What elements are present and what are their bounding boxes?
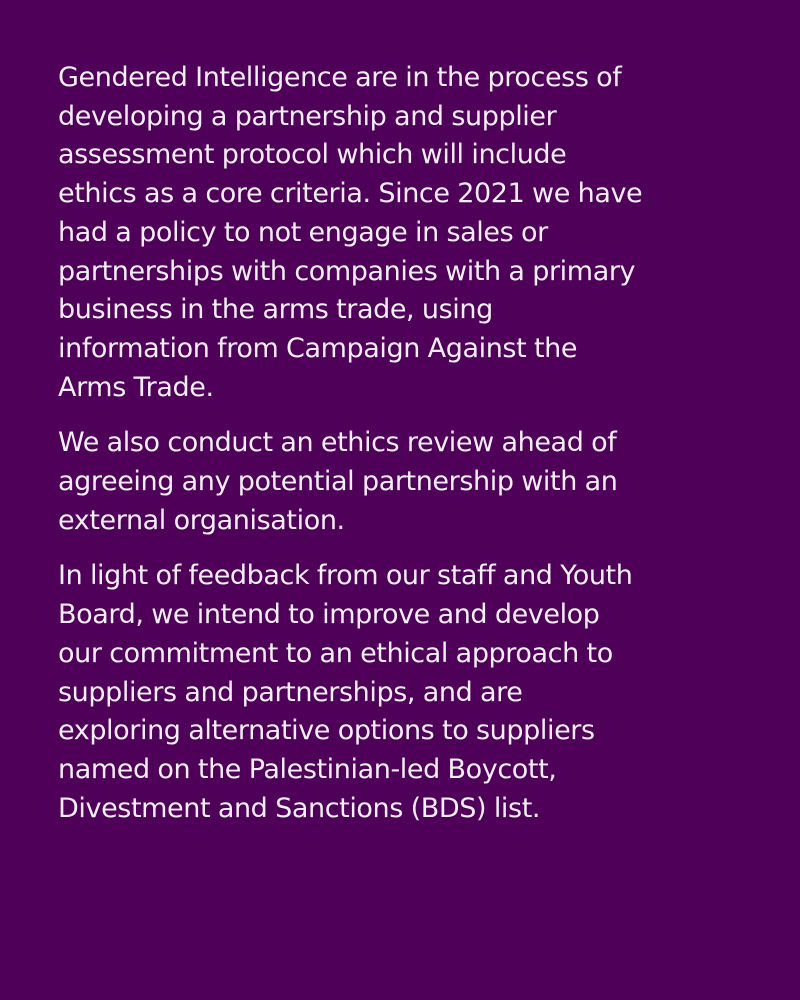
paragraph-line: We also conduct an ethics review ahead of [58,427,617,459]
feedback-commitment-paragraph [58,557,760,828]
paragraph-line: business in the arms trade, using [58,294,493,326]
paragraph-line: exploring alternative options to suppliers [58,715,595,747]
paragraph-line: information from Campaign Against the [58,332,578,364]
paragraph-line: ethics as a core criteria. Since 2021 we have [58,178,643,210]
paragraph-line: Gendered Intelligence are in the process of [58,62,622,93]
paragraph-spacer [58,407,760,424]
arms-trade-policy-paragraph [58,59,760,407]
paragraph-line: had a policy to not engage in sales or [58,216,548,248]
paragraph-spacer [58,540,760,557]
paragraph-line: In light of feedback from our staff and Youth [58,560,633,592]
paragraph-line: external organisation. [58,504,345,536]
paragraph-line: partnerships with companies with a primary [58,255,636,287]
paragraph-line: named on the Palestinian-led Boycott, [58,753,557,785]
paragraph-line: Arms Trade. [58,371,214,403]
paragraph-line: suppliers and partnerships, and are [58,676,523,708]
paragraph-line: Board, we intend to improve and develop [58,599,600,631]
paragraph-line: our commitment to an ethical approach to [58,637,613,669]
paragraph-line: Divestment and Sanctions (BDS) list. [58,792,541,824]
ethics-review-paragraph [58,424,760,540]
paragraph-line: agreeing any potential partnership with an [58,466,618,498]
paragraph-line: developing a partnership and supplier [58,100,557,132]
paragraph-line: assessment protocol which will include [58,139,567,171]
